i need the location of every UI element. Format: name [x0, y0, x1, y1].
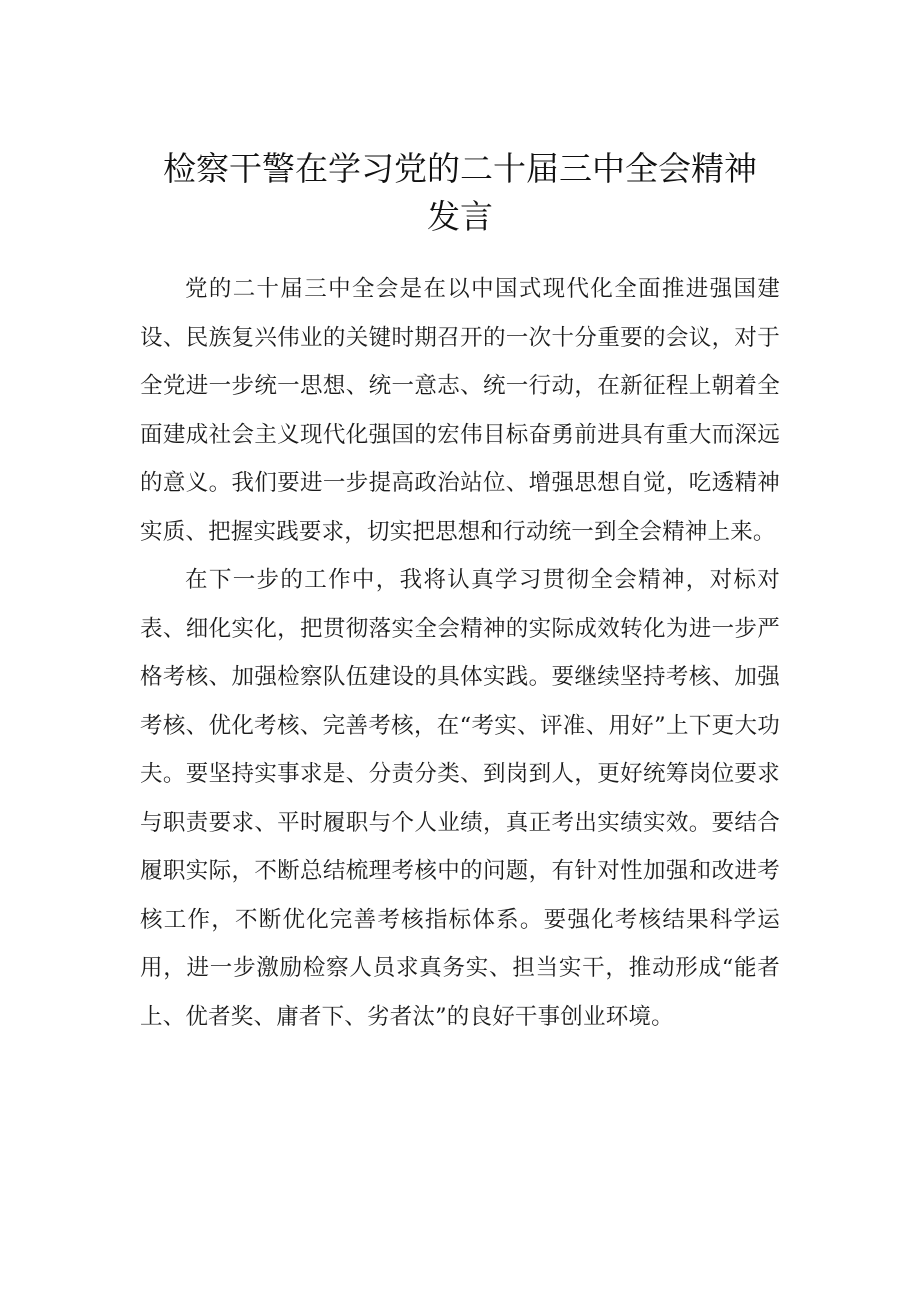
- document-body: [140, 265, 780, 1041]
- paragraph-2: 在下一步的工作中，我将认真学习贯彻全会精神，对标对表、细化实化，把贯彻落实全会精神的实际成效转化为进一步严格考核、加强检察队伍建设的具体实践。要继续坚持考核、加强考核、优化考核、完善考核，在“考实、评准、用好”上下更大功夫。要坚持实事求是、分责分类、到岗到人，更好统筹岗位要求与职责要求、平时履职与个人业绩，真正考出实绩实效。要结合履职实际，不断总结梳理考核中的问题，有针对性加强和改进考核工作，不断优化完善考核指标体系。要强化考核结果科学运用，进一步激励检察人员求真务实、担当实干，推动形成“能者上、优者奖、庸者下、劣者汰”的良好干事创业环境。: [140, 567, 780, 1030]
- title-line-1: 检察干警在学习党的二十届三中全会精神: [163, 149, 757, 188]
- document-title: [140, 145, 780, 241]
- paragraph-1: 党的二十届三中全会是在以中国式现代化全面推进强国建设、民族复兴伟业的关键时期召开的一次十分重要的会议，对于全党进一步统一思想、统一意志、统一行动，在新征程上朝着全面建成社会主义现代化强国的宏伟目标奋勇前进具有重大而深远的意义。我们要进一步提高政治站位、增强思想自觉，吃透精神实质、把握实践要求，切实把思想和行动统一到全会精神上来。: [140, 276, 780, 545]
- title-line-2: 发言: [427, 197, 493, 236]
